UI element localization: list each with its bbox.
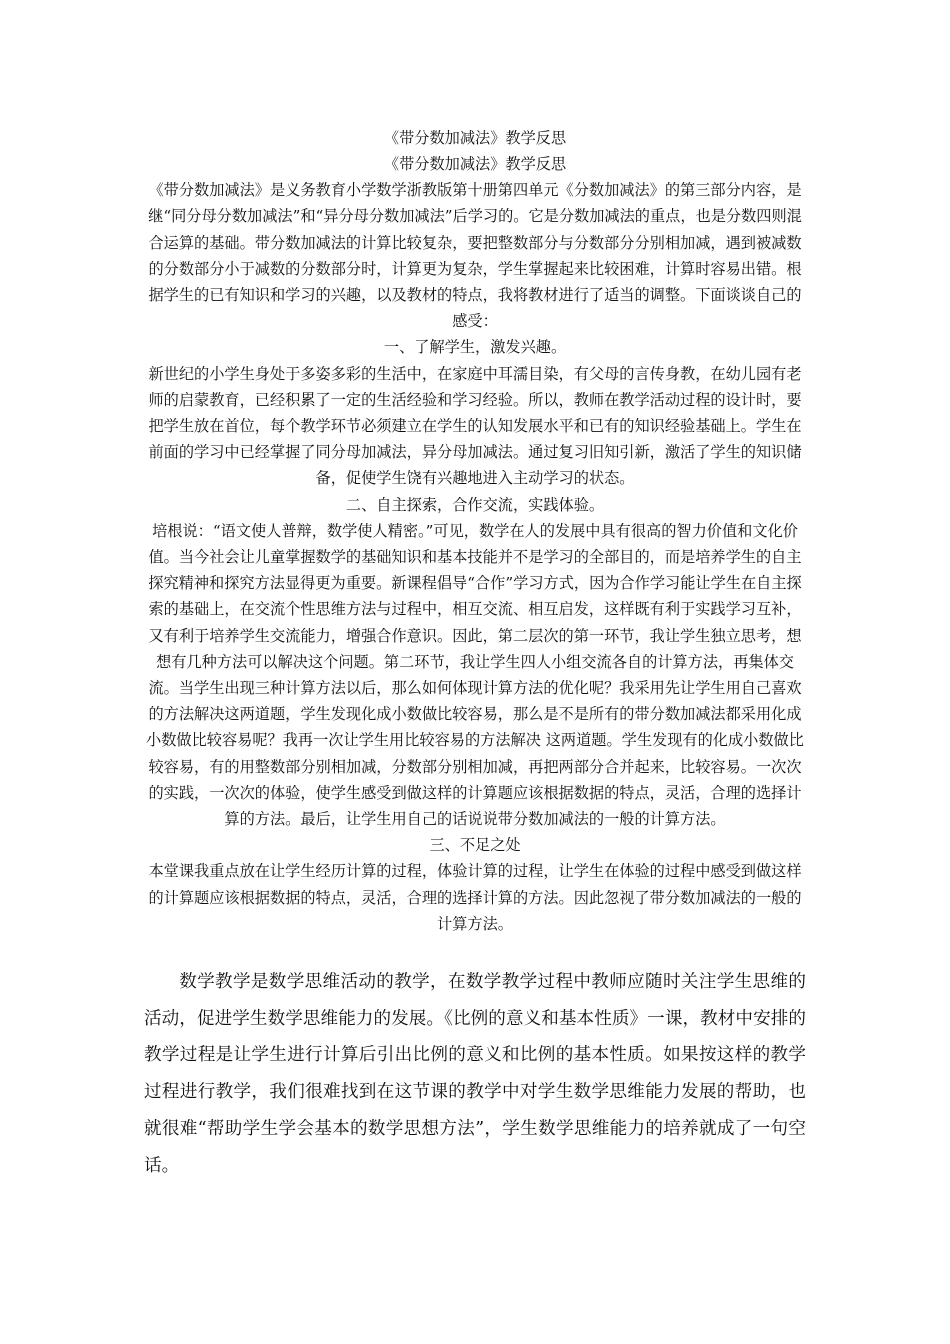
title-block [144, 125, 806, 151]
reflection-body [144, 151, 806, 937]
document-title: 《带分数加减法》教学反思 [383, 129, 567, 147]
document-subtitle: 《带分数加减法》教学反思 [383, 155, 567, 173]
intro-paragraph: 《带分数加减法》是义务教育小学数学浙教版第十册第四单元《分数加减法》的第三部分内容，是继“同分母分数加减法”和“异分母分数加减法”后学习的。它是分数加减法的重点，也是分数四则混合运算的基础。带分数加减法的计算比较复杂，要把整数部分与分数部分分别相加减，遇到被减数的分数部分小于减数的分数部分时，计算更为复杂，学生掌握起来比较困难，计算时容易出错。根据学生的已有知识和学习的兴趣，以及教材的特点，我将教材进行了适当的调整。下面谈谈自己的感受： [148, 181, 802, 331]
section-1-paragraph: 新世纪的小学生身处于多姿多彩的生活中，在家庭中耳濡目染，有父母的言传身教，在幼儿园有老师的启蒙教育，已经积累了一定的生活经验和学习经验。所以，教师在教学活动过程的设计时，要把学生放在首位，每个教学环节必须建立在学生的认知发展水平和已有的知识经验基础上。学生在前面的学习中已经掌握了同分母加减法，异分母加减法。通过复习旧知引新，激活了学生的知识储备，促使学生饶有兴趣地进入主动学习的状态。 [148, 364, 802, 488]
section-2-paragraph: 培根说：“语文使人普辩，数学使人精密。”可见，数学在人的发展中具有很高的智力价值和文化价值。当今社会让儿童掌握数学的基础知识和基本技能并不是学习的全部目的，而是培养学生的自主探究精神和探究方法显得更为重要。新课程倡导“合作”学习方式，因为合作学习能让学生在自主探索的基础上，在交流个性思维方法与过程中，相互交流、相互启发，这样既有利于实践学习互补，又有利于培养学生交流能力，增强合作意识。因此，第二层次的第一环节，我让学生独立思考，想想有几种方法可以解决这个问题。第二环节，我让学生四人小组交流各自的计算方法，再集体交流。当学生出现三种计算方法以后，那么如何体现计算方法的优化呢？我采用先让学生用自己喜欢的方法解决这两道题，学生发现化成小数做比较容易，那么是不是所有的带分数加减法都采用化成小数做比较容易呢？我再一次让学生用比较容易的方法解决 这两道题。学生发现有的化成小数做比较容易，有的用整数部分别相加减，分数部分别相加减，再把两部分合并起来，比较容易。一次次的实践，一次次的体验，使学生感受到做这样的计算题应该根据数据的特点，灵活，合理的选择计算的方法。最后，让学生用自己的话说说带分数加减法的一般的计算方法。 [146, 521, 804, 829]
essay-paragraph: 数学教学是数学思维活动的教学，在数学教学过程中教师应随时关注学生思维的活动，促进学生数学思维能力的发展。《比例的意义和基本性质》一课，教材中安排的教学过程是让学生进行计算后引出比例的意义和比例的基本性质。如果按这样的教学过程进行教学，我们很难找到在这节课的教学中对学生数学思维能力发展的帮助，也就很难“帮助学生学会基本的数学思想方法”，学生数学思维能力的培养就成了一句空话。 [144, 972, 806, 1176]
section-3-paragraph: 本堂课我重点放在让学生经历计算的过程，体验计算的过程，让学生在体验的过程中感受到做这样的计算题应该根据数据的特点，灵活，合理的选择计算的方法。因此忽视了带分数加减法的一般的计算方法。 [148, 862, 802, 933]
section-2-heading: 二、自主探索，合作交流，实践体验。 [345, 495, 605, 514]
essay-block [144, 964, 806, 1184]
section-1-heading: 一、了解学生，激发兴趣。 [383, 338, 567, 357]
section-3-heading: 三、不足之处 [429, 836, 521, 855]
